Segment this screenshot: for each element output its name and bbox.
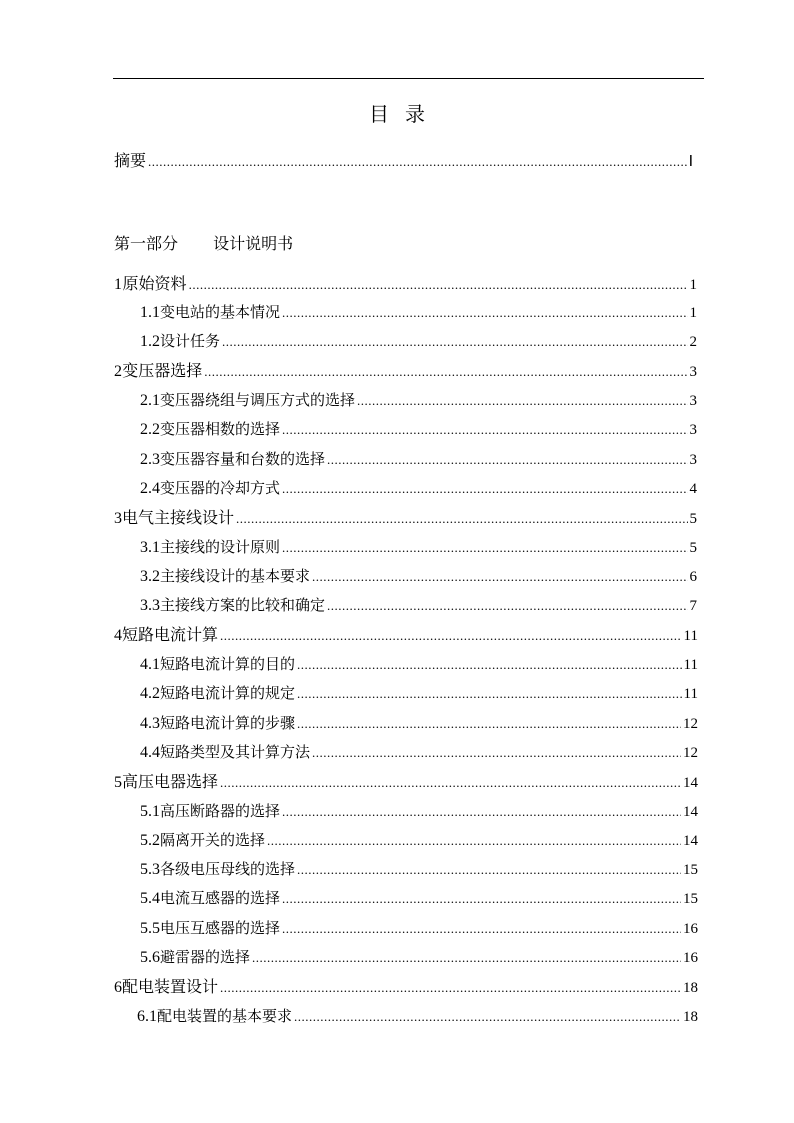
toc-label: 主接线的设计原则 [160, 538, 281, 556]
toc-leader-dots [282, 805, 681, 821]
toc-page-number: Ⅰ [688, 154, 693, 170]
toc-section-row[interactable] [140, 593, 697, 615]
toc-label: 电压互感器的选择 [160, 919, 281, 937]
toc-page-number: 3 [689, 364, 697, 380]
toc-label: 短路电流计算 [122, 625, 219, 644]
toc-section-number: 4.1 [140, 656, 160, 673]
toc-label: 设计任务 [160, 332, 221, 350]
toc-label: 电流互感器的选择 [160, 889, 281, 907]
toc-page-number: 12 [683, 745, 698, 761]
toc-label: 变压器绕组与调压方式的选择 [160, 391, 356, 409]
toc-section-number: 5.3 [140, 861, 160, 878]
toc-label: 变压器相数的选择 [160, 420, 281, 438]
part-label: 第一部分 [114, 234, 179, 253]
toc-leader-dots [282, 922, 681, 938]
toc-page-number: 2 [689, 334, 697, 350]
toc-section-row[interactable] [140, 300, 697, 322]
toc-section-number: 2.1 [140, 392, 160, 409]
toc-page-number: 4 [689, 481, 697, 497]
toc-section-row[interactable] [140, 711, 698, 733]
toc-chapter-row[interactable] [114, 506, 697, 528]
toc-page-number: 16 [683, 921, 698, 937]
toc-page-number: 14 [683, 804, 698, 820]
toc-section-row[interactable] [140, 945, 698, 967]
toc-section-row[interactable] [140, 799, 698, 821]
toc-section-row[interactable] [137, 1004, 698, 1026]
toc-section-number: 1.2 [140, 333, 160, 350]
toc-page-number: 14 [683, 833, 698, 849]
toc-leader-dots [282, 541, 687, 557]
toc-section-row[interactable] [140, 916, 698, 938]
toc-label: 变电站的基本情况 [160, 303, 281, 321]
toc-section-number: 2.3 [140, 451, 160, 468]
toc-chapter-row[interactable] [114, 623, 698, 645]
toc-label: 主接线设计的基本要求 [160, 567, 311, 585]
toc-page-number: 14 [683, 775, 698, 791]
toc-section-row[interactable] [140, 535, 697, 557]
toc-section-number: 1.1 [140, 304, 160, 321]
toc-section-number: 6 [114, 979, 122, 996]
toc-page-number: 3 [689, 393, 697, 409]
toc-label: 配电装置设计 [122, 977, 219, 996]
toc-chapter-row[interactable] [114, 359, 697, 381]
toc-section-row[interactable] [140, 476, 697, 498]
toc-label: 短路电流计算的规定 [160, 684, 296, 702]
toc-section-number: 5.5 [140, 920, 160, 937]
toc-chapter-row[interactable] [114, 770, 698, 792]
toc-label: 主接线方案的比较和确定 [160, 596, 326, 614]
toc-page-number: 7 [689, 598, 697, 614]
toc-leader-dots [312, 570, 687, 586]
toc-label: 摘要 [114, 151, 147, 170]
toc-leader-dots [252, 951, 681, 967]
toc-section-number: 4.2 [140, 685, 160, 702]
toc-leader-dots [312, 746, 681, 762]
toc-section-number: 4 [114, 627, 122, 644]
toc-leader-dots [222, 335, 687, 351]
page-title: 目录 [369, 102, 441, 126]
toc-leader-dots [297, 687, 682, 703]
toc-leader-dots [267, 834, 681, 850]
toc-section-number: 5 [114, 774, 122, 791]
toc-leader-dots [282, 892, 681, 908]
toc-label: 变压器容量和台数的选择 [160, 450, 326, 468]
toc-section-number: 2.2 [140, 421, 160, 438]
toc-leader-dots [236, 512, 687, 528]
toc-page-number: 12 [683, 716, 698, 732]
toc-section-number: 3.2 [140, 568, 160, 585]
toc-label: 短路电流计算的步骤 [160, 714, 296, 732]
toc-page-number: 18 [683, 980, 698, 996]
toc-page-number: 15 [683, 891, 698, 907]
toc-section-row[interactable] [140, 447, 697, 469]
toc-page-number: 1 [689, 277, 697, 293]
toc-section-row[interactable] [140, 681, 698, 703]
toc-section-row[interactable] [140, 417, 697, 439]
toc-section-number: 3.1 [140, 539, 160, 556]
toc-page-number: 15 [683, 862, 698, 878]
toc-leader-dots [148, 155, 687, 171]
toc-leader-dots [327, 453, 687, 469]
toc-leader-dots [189, 278, 688, 294]
toc-page-number: 11 [683, 686, 698, 702]
toc-section-row[interactable] [140, 652, 698, 674]
toc-section-row[interactable] [140, 828, 698, 850]
toc-leader-dots [220, 629, 682, 645]
toc-page-number: 3 [689, 452, 697, 468]
toc-leader-dots [220, 981, 681, 997]
toc-section-row[interactable] [140, 740, 698, 762]
toc-leader-dots [294, 1010, 681, 1026]
toc-section-number: 5.1 [140, 803, 160, 820]
toc-section-row[interactable] [140, 857, 698, 879]
toc-leader-dots [282, 482, 687, 498]
toc-page-number: 5 [689, 511, 697, 527]
toc-label: 变压器选择 [122, 361, 203, 380]
part-name: 设计说明书 [213, 234, 294, 253]
toc-label: 避雷器的选择 [160, 948, 251, 966]
toc-label: 原始资料 [122, 274, 187, 293]
toc-section-number: 1 [114, 276, 122, 293]
toc-leader-dots [282, 423, 687, 439]
toc-label: 电气主接线设计 [122, 508, 235, 527]
header-rule [113, 78, 704, 79]
toc-page-number: 3 [689, 422, 697, 438]
toc-section-number: 5.2 [140, 832, 160, 849]
toc-label: 短路类型及其计算方法 [160, 743, 311, 761]
toc-page-number: 11 [683, 657, 698, 673]
toc-section-row[interactable] [140, 886, 698, 908]
toc-leader-dots [282, 306, 687, 322]
toc-section-number: 3 [114, 510, 122, 527]
toc-section-row[interactable] [140, 564, 697, 586]
toc-section-number: 2.4 [140, 480, 160, 497]
toc-section-row[interactable] [140, 329, 697, 351]
toc-leader-dots [327, 599, 687, 615]
toc-section-number: 6.1 [137, 1008, 157, 1025]
toc-page-number: 11 [683, 628, 698, 644]
toc-page-number: 16 [683, 950, 698, 966]
toc-leader-dots [297, 863, 681, 879]
toc-leader-dots [297, 658, 682, 674]
toc-section-row[interactable] [140, 388, 697, 410]
toc-section-number: 3.3 [140, 597, 160, 614]
toc-leader-dots [357, 394, 687, 410]
toc-leader-dots [220, 776, 681, 792]
toc-section-number: 2 [114, 363, 122, 380]
toc-label: 短路电流计算的目的 [160, 655, 296, 673]
toc-label: 各级电压母线的选择 [160, 860, 296, 878]
part-heading [114, 231, 293, 254]
toc-page-number: 6 [689, 569, 697, 585]
toc-chapter-row[interactable] [114, 975, 698, 997]
toc-leader-dots [204, 365, 687, 381]
toc-label: 变压器的冷却方式 [160, 479, 281, 497]
toc-section-number: 5.4 [140, 890, 160, 907]
toc-label: 隔离开关的选择 [160, 831, 266, 849]
toc-page-number: 18 [683, 1009, 698, 1025]
toc-leader-dots [297, 717, 681, 733]
toc-label: 高压断路器的选择 [160, 802, 281, 820]
toc-page-number: 1 [689, 305, 697, 321]
toc-section-number: 5.6 [140, 949, 160, 966]
toc-section-number: 4.3 [140, 715, 160, 732]
toc-row-abstract[interactable] [114, 149, 693, 171]
toc-label: 配电装置的基本要求 [157, 1007, 293, 1025]
toc-label: 高压电器选择 [122, 772, 219, 791]
toc-chapter-row[interactable] [114, 272, 697, 294]
toc-section-number: 4.4 [140, 744, 160, 761]
toc-page-number: 5 [689, 540, 697, 556]
